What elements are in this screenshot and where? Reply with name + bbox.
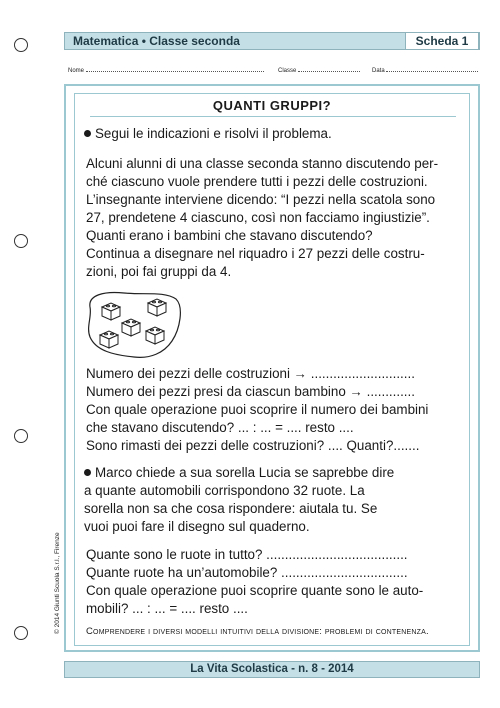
- exercise1-text-line: L’insegnante interviene dicendo: “I pezzi nella scatola sono: [86, 192, 436, 207]
- question-line: Quante sono le ruote in tutto? ......................................: [86, 547, 408, 562]
- class-label: Classe: [278, 68, 297, 74]
- class-field[interactable]: [278, 67, 360, 74]
- exercise2-instruction: Marco chiede a sua sorella Lucia se saprebbe dire: [84, 465, 394, 480]
- date-label: Data: [372, 68, 385, 74]
- exercise2-instruction-line: vuoi puoi fare il disegno sul quaderno.: [84, 519, 310, 534]
- exercise2-instruction-line: a quante automobili corrispondono 32 ruote. La: [84, 483, 365, 498]
- exercise1-instruction: Segui le indicazioni e risolvi il problema.: [84, 126, 332, 141]
- question-line: Sono rimasti dei pezzi delle costruzioni? .... Quanti?.......: [86, 438, 420, 453]
- learning-objective: Comprendere i diversi modelli intuitivi della divisione: problemi di contenenza.: [86, 626, 429, 637]
- drawing-area[interactable]: [84, 289, 184, 361]
- block-icon: [122, 319, 140, 336]
- bullet-icon: [84, 469, 91, 476]
- exercise1-text-line: Quanti erano i bambini che stavano discutendo?: [86, 228, 373, 243]
- binder-hole: [14, 38, 28, 52]
- question-line: Con quale operazione puoi scoprire quante sono le auto-: [86, 583, 424, 598]
- name-field[interactable]: [68, 67, 264, 74]
- exercise2-instruction-line: sorella non sa che cosa rispondere: aiutala tu. Se: [84, 501, 378, 516]
- block-icon: [148, 299, 166, 316]
- exercise1-text-line: Alcuni alunni di una classe seconda stanno discutendo per-: [86, 156, 439, 171]
- question-line: Numero dei pezzi presi da ciascun bambino → .............: [86, 384, 415, 399]
- name-label: Nome: [68, 68, 85, 74]
- binder-hole: [14, 429, 28, 443]
- question-line: che stavano discutendo? ... : ... = .... resto ....: [86, 420, 354, 435]
- binder-hole: [14, 234, 28, 248]
- exercise1-text-line: 27, prendetene 4 ciascuno, così non facciamo ingiustizie”.: [86, 210, 430, 225]
- question-line: Numero dei pezzi delle costruzioni → ............................: [86, 366, 415, 381]
- footer-bar: La Vita Scolastica - n. 8 - 2014: [64, 661, 480, 678]
- block-icon: [102, 303, 120, 320]
- header-subject: Matematica • Classe seconda: [73, 34, 240, 48]
- question-line: Con quale operazione puoi scoprire il numero dei bambini: [86, 402, 429, 417]
- exercise1-text-line: zioni, poi fai gruppi da 4.: [86, 264, 232, 279]
- question-line: mobili? ... : ... = .... resto ....: [86, 601, 248, 616]
- date-field[interactable]: [372, 67, 478, 74]
- bullet-icon: [84, 130, 91, 137]
- title-divider: [90, 116, 456, 117]
- header-bar: [64, 32, 480, 50]
- block-icon: [100, 331, 118, 348]
- worksheet-title: QUANTI GRUPPI?: [212, 98, 332, 113]
- question-line: Quante ruote ha un’automobile? ..................................: [86, 565, 408, 580]
- block-icon: [146, 327, 164, 344]
- binder-hole: [14, 626, 28, 640]
- exercise1-text-line: Continua a disegnare nel riquadro i 27 pezzi delle costru-: [86, 246, 425, 261]
- sheet-number: Scheda 1: [405, 32, 479, 50]
- exercise1-text-line: ché ciascuno vuole prendere tutti i pezzi delle costruzioni.: [86, 174, 428, 189]
